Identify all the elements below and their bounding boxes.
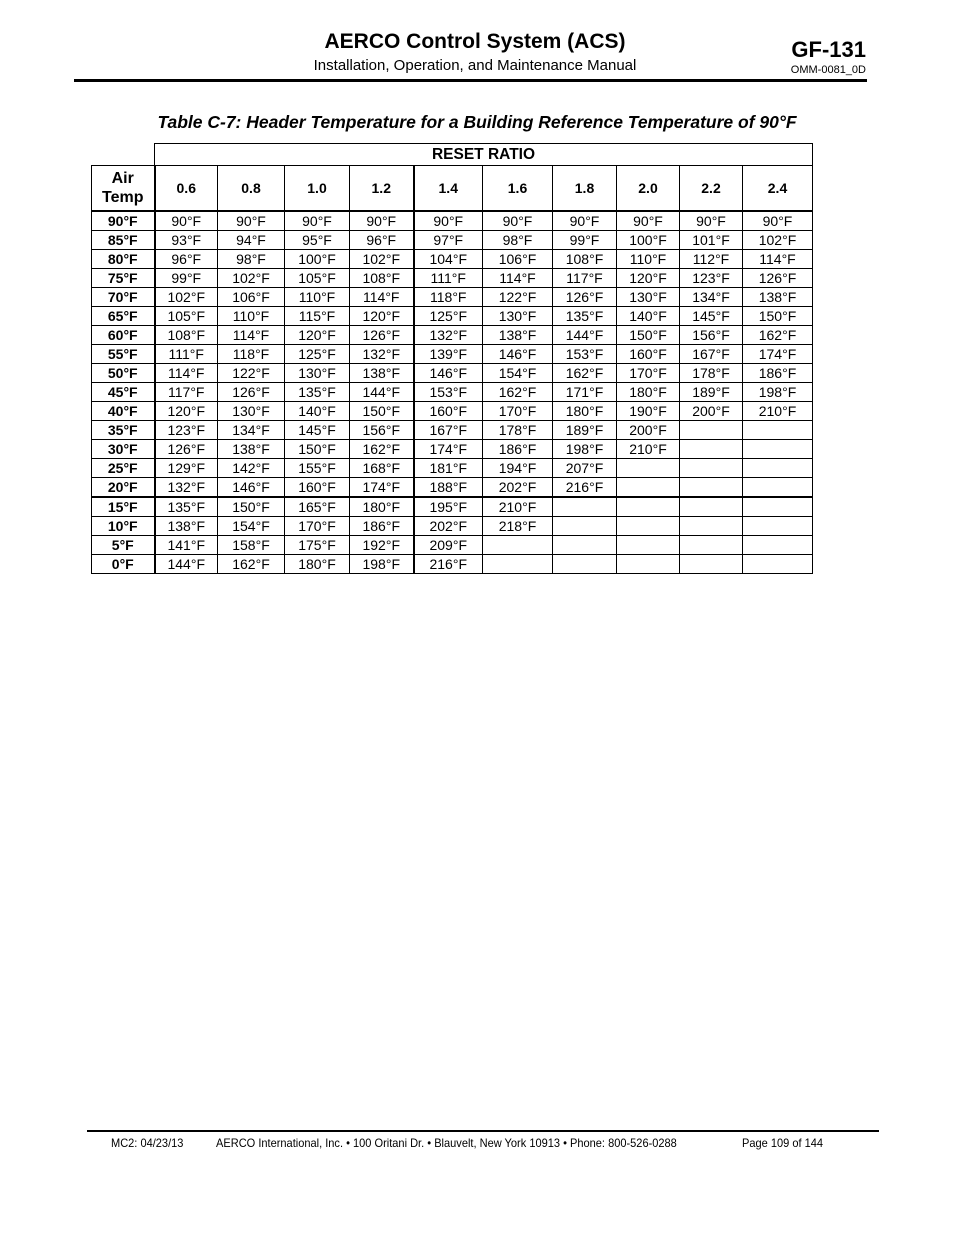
header-temp-cell: 162°F bbox=[218, 555, 285, 574]
header-temp-cell: 188°F bbox=[414, 478, 483, 498]
table-body bbox=[92, 211, 813, 574]
column-header: 2.0 bbox=[617, 166, 680, 212]
table-row bbox=[92, 478, 813, 498]
header-temp-cell: 111°F bbox=[414, 269, 483, 288]
header-temp-cell: 156°F bbox=[680, 326, 743, 345]
header-temp-cell: 135°F bbox=[285, 383, 350, 402]
header-temp-cell: 200°F bbox=[617, 421, 680, 440]
header-temp-cell: 174°F bbox=[350, 478, 414, 498]
header-temp-cell: 174°F bbox=[414, 440, 483, 459]
header-temp-cell: 130°F bbox=[483, 307, 553, 326]
header-temp-cell: 132°F bbox=[414, 326, 483, 345]
header-temp-cell bbox=[680, 497, 743, 517]
page-subtitle: Installation, Operation, and Maintenance Manual bbox=[313, 57, 637, 74]
header-temp-cell: 114°F bbox=[483, 269, 553, 288]
header-temp-cell: 104°F bbox=[414, 250, 483, 269]
table-row bbox=[92, 364, 813, 383]
header-temp-cell: 125°F bbox=[285, 345, 350, 364]
air-temp-cell: 35°F bbox=[92, 421, 155, 440]
header-temp-cell: 130°F bbox=[285, 364, 350, 383]
header-temp-cell: 90°F bbox=[617, 211, 680, 231]
header-temp-cell: 90°F bbox=[414, 211, 483, 231]
header-temp-cell: 122°F bbox=[483, 288, 553, 307]
header-temp-cell: 162°F bbox=[350, 440, 414, 459]
column-header: 0.6 bbox=[155, 166, 218, 212]
air-temp-cell: 80°F bbox=[92, 250, 155, 269]
header-temp-cell: 198°F bbox=[350, 555, 414, 574]
header-temp-cell: 126°F bbox=[218, 383, 285, 402]
header-temp-cell bbox=[617, 536, 680, 555]
air-temp-cell: 70°F bbox=[92, 288, 155, 307]
air-temp-cell: 75°F bbox=[92, 269, 155, 288]
header-temp-cell: 135°F bbox=[553, 307, 617, 326]
air-temp-cell: 0°F bbox=[92, 555, 155, 574]
header-temp-cell: 126°F bbox=[743, 269, 813, 288]
header-temp-cell bbox=[483, 536, 553, 555]
air-temp-cell: 60°F bbox=[92, 326, 155, 345]
air-temp-cell: 15°F bbox=[92, 497, 155, 517]
header-temp-cell: 138°F bbox=[743, 288, 813, 307]
air-temp-cell: 5°F bbox=[92, 536, 155, 555]
header-temp-cell: 160°F bbox=[285, 478, 350, 498]
group-header-row bbox=[92, 144, 813, 166]
header-temp-cell: 145°F bbox=[285, 421, 350, 440]
header-temp-cell: 120°F bbox=[155, 402, 218, 421]
header-temp-cell: 146°F bbox=[218, 478, 285, 498]
header-temp-cell bbox=[553, 536, 617, 555]
header-temp-cell: 170°F bbox=[285, 517, 350, 536]
air-temp-cell: 10°F bbox=[92, 517, 155, 536]
header-temp-cell: 190°F bbox=[617, 402, 680, 421]
header-temp-cell: 145°F bbox=[680, 307, 743, 326]
footer-company-address: AERCO International, Inc. • 100 Oritani Dr. • Blauvelt, New York 10913 • Phone: 800-526-0288 bbox=[216, 1136, 677, 1150]
table-row bbox=[92, 326, 813, 345]
document-number: OMM-0081_0D bbox=[790, 64, 866, 76]
header-temp-cell bbox=[680, 440, 743, 459]
header-temp-cell: 180°F bbox=[285, 555, 350, 574]
table-caption: Table C-7: Header Temperature for a Building Reference Temperature of 90°F bbox=[157, 112, 797, 132]
header-temp-cell: 100°F bbox=[285, 250, 350, 269]
header-temp-cell: 200°F bbox=[680, 402, 743, 421]
table-row bbox=[92, 536, 813, 555]
header-temp-cell: 129°F bbox=[155, 459, 218, 478]
header-temp-cell: 153°F bbox=[553, 345, 617, 364]
header-temp-cell: 134°F bbox=[218, 421, 285, 440]
header-temp-cell: 141°F bbox=[155, 536, 218, 555]
air-temp-cell: 90°F bbox=[92, 211, 155, 231]
header-temp-cell: 144°F bbox=[553, 326, 617, 345]
header-temp-cell: 198°F bbox=[743, 383, 813, 402]
header-temp-cell: 175°F bbox=[285, 536, 350, 555]
document-code: GF-131 bbox=[791, 37, 866, 62]
header-temp-cell: 138°F bbox=[483, 326, 553, 345]
header-temp-cell: 202°F bbox=[414, 517, 483, 536]
table-row bbox=[92, 497, 813, 517]
header-temp-cell bbox=[617, 478, 680, 498]
header-temp-cell: 138°F bbox=[218, 440, 285, 459]
header-temp-cell: 174°F bbox=[743, 345, 813, 364]
air-temp-cell: 50°F bbox=[92, 364, 155, 383]
header-temp-cell bbox=[617, 459, 680, 478]
header-temp-cell: 135°F bbox=[155, 497, 218, 517]
air-temp-cell: 40°F bbox=[92, 402, 155, 421]
header-temp-cell: 216°F bbox=[414, 555, 483, 574]
header-temp-cell: 110°F bbox=[285, 288, 350, 307]
header-temp-cell: 138°F bbox=[350, 364, 414, 383]
table-row bbox=[92, 288, 813, 307]
header-temp-cell: 162°F bbox=[483, 383, 553, 402]
column-header-row bbox=[92, 166, 813, 212]
header-temp-cell bbox=[553, 555, 617, 574]
column-header: 1.2 bbox=[350, 166, 414, 212]
header-temp-cell: 144°F bbox=[155, 555, 218, 574]
header-temp-cell: 117°F bbox=[553, 269, 617, 288]
air-temp-header: Air Temp bbox=[92, 166, 155, 212]
header-divider bbox=[74, 79, 867, 82]
header-temp-cell: 150°F bbox=[617, 326, 680, 345]
table-row bbox=[92, 231, 813, 250]
corner-blank bbox=[92, 144, 155, 166]
header-temp-cell bbox=[617, 555, 680, 574]
header-temp-cell: 99°F bbox=[155, 269, 218, 288]
header-temp-cell: 120°F bbox=[617, 269, 680, 288]
header-temp-cell: 150°F bbox=[285, 440, 350, 459]
header-temp-cell: 202°F bbox=[483, 478, 553, 498]
header-temp-cell: 162°F bbox=[553, 364, 617, 383]
header-temp-cell: 105°F bbox=[285, 269, 350, 288]
header-temp-cell bbox=[617, 517, 680, 536]
header-temp-cell: 95°F bbox=[285, 231, 350, 250]
header-temp-cell: 102°F bbox=[218, 269, 285, 288]
header-temp-cell bbox=[743, 478, 813, 498]
column-header: 1.4 bbox=[414, 166, 483, 212]
header-temp-cell: 154°F bbox=[483, 364, 553, 383]
header-temp-cell: 90°F bbox=[680, 211, 743, 231]
table-row bbox=[92, 421, 813, 440]
air-temp-cell: 30°F bbox=[92, 440, 155, 459]
header-temp-cell: 90°F bbox=[553, 211, 617, 231]
header-temp-cell: 178°F bbox=[680, 364, 743, 383]
header-temp-cell bbox=[743, 536, 813, 555]
header-temp-cell: 170°F bbox=[617, 364, 680, 383]
reset-ratio-header: RESET RATIO bbox=[155, 144, 813, 166]
header-temp-cell: 178°F bbox=[483, 421, 553, 440]
header-temp-cell: 90°F bbox=[743, 211, 813, 231]
header-temp-cell: 210°F bbox=[617, 440, 680, 459]
header-temp-cell: 146°F bbox=[483, 345, 553, 364]
header-temp-cell: 160°F bbox=[617, 345, 680, 364]
header-temp-cell: 93°F bbox=[155, 231, 218, 250]
header-temp-cell bbox=[680, 421, 743, 440]
header-temp-cell: 110°F bbox=[218, 307, 285, 326]
page-title: AERCO Control System (ACS) bbox=[324, 30, 626, 53]
table-row bbox=[92, 459, 813, 478]
header-temp-cell: 114°F bbox=[743, 250, 813, 269]
table-row bbox=[92, 383, 813, 402]
air-temp-cell: 55°F bbox=[92, 345, 155, 364]
header-temp-cell: 218°F bbox=[483, 517, 553, 536]
table-row bbox=[92, 211, 813, 231]
header-temp-cell: 125°F bbox=[414, 307, 483, 326]
header-temp-cell: 126°F bbox=[350, 326, 414, 345]
header-temp-cell: 150°F bbox=[350, 402, 414, 421]
header-temp-cell: 108°F bbox=[553, 250, 617, 269]
header-temp-cell: 140°F bbox=[617, 307, 680, 326]
table-row bbox=[92, 307, 813, 326]
header-temp-cell: 150°F bbox=[218, 497, 285, 517]
header-temp-cell: 118°F bbox=[218, 345, 285, 364]
header-temp-cell: 96°F bbox=[155, 250, 218, 269]
header-temp-cell: 198°F bbox=[553, 440, 617, 459]
header-temp-cell: 132°F bbox=[155, 478, 218, 498]
table-row bbox=[92, 555, 813, 574]
header-temp-cell: 146°F bbox=[414, 364, 483, 383]
header-temp-cell bbox=[743, 459, 813, 478]
header-temp-cell bbox=[617, 497, 680, 517]
header-temp-cell bbox=[680, 459, 743, 478]
header-temp-cell bbox=[680, 555, 743, 574]
header-temp-cell: 189°F bbox=[553, 421, 617, 440]
table-row bbox=[92, 402, 813, 421]
header-temp-cell: 171°F bbox=[553, 383, 617, 402]
table-row bbox=[92, 250, 813, 269]
header-temp-cell: 98°F bbox=[483, 231, 553, 250]
header-temp-cell: 115°F bbox=[285, 307, 350, 326]
header-temp-cell: 180°F bbox=[553, 402, 617, 421]
header-temp-cell: 186°F bbox=[743, 364, 813, 383]
header-temp-cell: 207°F bbox=[553, 459, 617, 478]
header-temp-cell: 216°F bbox=[553, 478, 617, 498]
header-temp-cell: 122°F bbox=[218, 364, 285, 383]
header-temp-cell: 167°F bbox=[680, 345, 743, 364]
header-temp-cell bbox=[483, 555, 553, 574]
header-temp-cell: 90°F bbox=[350, 211, 414, 231]
header-temp-cell: 160°F bbox=[414, 402, 483, 421]
header-temp-cell: 126°F bbox=[553, 288, 617, 307]
header-temperature-table bbox=[91, 143, 813, 574]
header-temp-cell: 100°F bbox=[617, 231, 680, 250]
header-temp-cell: 153°F bbox=[414, 383, 483, 402]
header-temp-cell: 130°F bbox=[617, 288, 680, 307]
header-temp-cell: 168°F bbox=[350, 459, 414, 478]
header-temp-cell: 97°F bbox=[414, 231, 483, 250]
header-temp-cell: 98°F bbox=[218, 250, 285, 269]
column-header: 1.6 bbox=[483, 166, 553, 212]
header-temp-cell: 130°F bbox=[218, 402, 285, 421]
header-temp-cell: 140°F bbox=[285, 402, 350, 421]
header-temp-cell: 90°F bbox=[218, 211, 285, 231]
column-header: 2.4 bbox=[743, 166, 813, 212]
header-temp-cell: 110°F bbox=[617, 250, 680, 269]
header-temp-cell bbox=[743, 421, 813, 440]
header-temp-cell: 108°F bbox=[350, 269, 414, 288]
header-temp-cell: 120°F bbox=[350, 307, 414, 326]
header-temp-cell bbox=[743, 497, 813, 517]
header-temp-cell: 210°F bbox=[483, 497, 553, 517]
header-temp-cell: 210°F bbox=[743, 402, 813, 421]
header-temp-cell: 99°F bbox=[553, 231, 617, 250]
column-header: 0.8 bbox=[218, 166, 285, 212]
header-temp-cell: 209°F bbox=[414, 536, 483, 555]
header-temp-cell: 162°F bbox=[743, 326, 813, 345]
header-temp-cell: 180°F bbox=[617, 383, 680, 402]
header-temp-cell: 132°F bbox=[350, 345, 414, 364]
header-temp-cell bbox=[743, 440, 813, 459]
header-temp-cell: 165°F bbox=[285, 497, 350, 517]
header-temp-cell: 167°F bbox=[414, 421, 483, 440]
header-temp-cell: 142°F bbox=[218, 459, 285, 478]
header-temp-cell bbox=[743, 517, 813, 536]
header-temp-cell bbox=[553, 517, 617, 536]
header-temp-cell: 101°F bbox=[680, 231, 743, 250]
header-temp-cell: 138°F bbox=[155, 517, 218, 536]
air-temp-cell: 65°F bbox=[92, 307, 155, 326]
header-temp-cell: 158°F bbox=[218, 536, 285, 555]
header-temp-cell: 112°F bbox=[680, 250, 743, 269]
header-temp-cell: 126°F bbox=[155, 440, 218, 459]
header-temp-cell: 123°F bbox=[155, 421, 218, 440]
header-temp-cell: 106°F bbox=[483, 250, 553, 269]
table-row bbox=[92, 345, 813, 364]
header-temp-cell: 102°F bbox=[743, 231, 813, 250]
header-temp-cell: 111°F bbox=[155, 345, 218, 364]
header-temp-cell: 170°F bbox=[483, 402, 553, 421]
air-temp-cell: 25°F bbox=[92, 459, 155, 478]
header-temp-cell bbox=[680, 536, 743, 555]
header-temp-cell: 194°F bbox=[483, 459, 553, 478]
table-row bbox=[92, 269, 813, 288]
table-row bbox=[92, 517, 813, 536]
footer-page-number: Page 109 of 144 bbox=[742, 1136, 824, 1150]
header-temp-cell: 114°F bbox=[350, 288, 414, 307]
header-temp-cell: 102°F bbox=[350, 250, 414, 269]
header-temp-cell bbox=[553, 497, 617, 517]
header-temp-cell: 90°F bbox=[155, 211, 218, 231]
header-temp-cell: 186°F bbox=[483, 440, 553, 459]
header-temp-cell: 144°F bbox=[350, 383, 414, 402]
header-temp-cell: 108°F bbox=[155, 326, 218, 345]
header-temp-cell: 150°F bbox=[743, 307, 813, 326]
header-temp-cell: 180°F bbox=[350, 497, 414, 517]
header-temp-cell: 90°F bbox=[483, 211, 553, 231]
header-temp-cell: 154°F bbox=[218, 517, 285, 536]
header-temp-cell: 106°F bbox=[218, 288, 285, 307]
air-temp-cell: 20°F bbox=[92, 478, 155, 498]
column-header: 1.0 bbox=[285, 166, 350, 212]
air-temp-cell: 85°F bbox=[92, 231, 155, 250]
header-temp-cell: 102°F bbox=[155, 288, 218, 307]
column-header: 1.8 bbox=[553, 166, 617, 212]
header-temp-cell: 114°F bbox=[218, 326, 285, 345]
header-temp-cell: 117°F bbox=[155, 383, 218, 402]
header-temp-cell: 195°F bbox=[414, 497, 483, 517]
header-temp-cell: 134°F bbox=[680, 288, 743, 307]
header-temp-cell: 120°F bbox=[285, 326, 350, 345]
header-temp-cell: 96°F bbox=[350, 231, 414, 250]
header-temp-cell: 105°F bbox=[155, 307, 218, 326]
footer-revision: MC2: 04/23/13 bbox=[111, 1136, 184, 1150]
air-temp-cell: 45°F bbox=[92, 383, 155, 402]
header-temp-cell: 181°F bbox=[414, 459, 483, 478]
header-temp-cell: 123°F bbox=[680, 269, 743, 288]
header-temp-cell: 139°F bbox=[414, 345, 483, 364]
header-temp-cell: 192°F bbox=[350, 536, 414, 555]
header-temp-cell bbox=[743, 555, 813, 574]
header-temp-cell: 189°F bbox=[680, 383, 743, 402]
header-temp-cell: 155°F bbox=[285, 459, 350, 478]
header-temp-cell: 118°F bbox=[414, 288, 483, 307]
header-temp-cell: 114°F bbox=[155, 364, 218, 383]
header-temp-cell: 186°F bbox=[350, 517, 414, 536]
table-row bbox=[92, 440, 813, 459]
header-temp-cell: 156°F bbox=[350, 421, 414, 440]
column-header: 2.2 bbox=[680, 166, 743, 212]
footer-divider bbox=[87, 1130, 879, 1132]
header-temp-cell: 94°F bbox=[218, 231, 285, 250]
header-temp-cell bbox=[680, 478, 743, 498]
header-temp-cell bbox=[680, 517, 743, 536]
header-temp-cell: 90°F bbox=[285, 211, 350, 231]
